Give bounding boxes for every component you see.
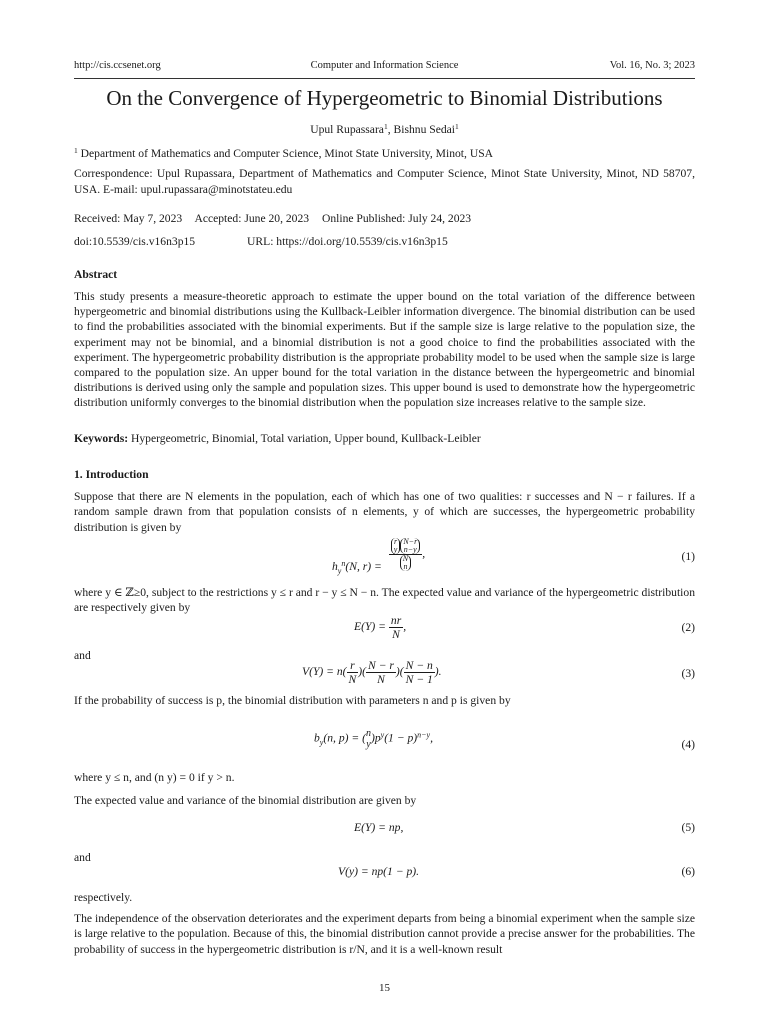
paragraph: If the probability of success is p, the binomial distribution with parameters n and p is given by	[74, 694, 511, 707]
publication-dates	[74, 212, 695, 225]
paper-title: On the Convergence of Hypergeometric to Binomial Distributions	[106, 86, 663, 110]
equation-number: (2)	[681, 621, 695, 634]
affiliation-text: Department of Mathematics and Computer Science, Minot State University, Minot, USA	[80, 147, 494, 160]
running-header	[74, 60, 695, 76]
published-date: Online Published: July 24, 2023	[321, 212, 472, 225]
author-name: Bishnu Sedai	[393, 123, 456, 136]
doi[interactable]: doi:10.5539/cis.v16n3p15	[74, 235, 196, 248]
affiliation-marker: 1	[74, 146, 78, 155]
received-date: Received: May 7, 2023	[74, 212, 183, 225]
author-line: Upul Rupassara$^1$, Bishnu Sedai$^1$	[310, 122, 459, 136]
journal-url[interactable]: http://cis.ccsenet.org	[74, 60, 161, 71]
doi-url[interactable]: URL: https://doi.org/10.5539/cis.v16n3p15	[247, 235, 448, 248]
equation-6: V(y) = np(1 − p). (6)	[338, 865, 695, 878]
keywords	[74, 432, 695, 445]
accepted-date: Accepted: June 20, 2023	[194, 212, 310, 225]
volume-info: Vol. 16, No. 3; 2023	[609, 60, 695, 71]
equation-5: E(Y) = np, (5)	[354, 821, 695, 834]
affiliation-marker: 1	[455, 122, 459, 131]
correspondence: Correspondence: Upul Rupassara, Department of Mathematics and Computer Science, Minot State University, Minot, ND 58707, USA. E-mail: upul.rupassara@minotstateu.edu	[74, 167, 695, 196]
author-name: Upul Rupassara	[310, 123, 384, 136]
page-number: 15	[379, 982, 390, 994]
equation-3: V(Y) = n( $\frac{r}{N}$ )( $\frac{N - r}{N}$ )( $\frac{N - n}{N - 1}$ ). (3)	[302, 659, 695, 686]
abstract-heading: Abstract	[74, 268, 118, 281]
keywords-label: Keywords:	[74, 432, 129, 445]
section-heading: 1. Introduction	[74, 468, 149, 481]
paragraph: and	[74, 851, 91, 864]
paragraph: The independence of the observation deteriorates and the experiment departs from being a binomial experiment when the sample size is large relative to the population. Because of this, the binomial distribution cannot provide a precise answer for the probabilities. The probability of success in the hypergeometric distribution is r/N, and it is a well-known result	[74, 912, 695, 956]
doi-line	[74, 235, 695, 248]
equation-number: (4)	[681, 738, 695, 751]
equation-4: $b_y(n$, p) = ( n y )$p^y(1 - p)^{n-y}$, (4)	[314, 728, 695, 751]
affiliation-marker: 1	[383, 122, 388, 131]
paragraph: Suppose that there are N elements in the population, each of which has one of two qualities: r successes and N − r failures. If a random sample drawn from that population consists of n elements, y of which are successes, the hypergeometric probability distribution is given by	[74, 490, 695, 534]
equation-1: $h_y^n(N$, r) = r yN−r n−y N n , (1)	[332, 537, 695, 576]
affiliation	[74, 147, 695, 160]
abstract-text: This study presents a measure-theoretic approach to estimate the upper bound on the total variation of the difference between hypergeometric and binomial distributions using the Kullback-Leibler information divergence. The binomial distribution can be used to find the probabilities associated with the binomial experiments. But if the sample size is large relative to the population size, the experiment may not be binomial, and a binomial distribution is not a good choice to find the probabilities associated with the experiment. The hypergeometric probability distribution is the appropriate probability model to be used when the sample size is large compared to the population size. An upper bound for the total variation in the distance between the hypergeometric and binomial distributions is derived using only the sample and population sizes. This upper bound is used to demonstrate how the hypergeometric distribution uniformly converges to the binomial distribution when the population size increases relative to the sample size.	[74, 290, 695, 410]
paragraph: and	[74, 649, 91, 662]
paragraph: The expected value and variance of the binomial distribution are given by	[74, 794, 417, 807]
paragraph: where y ≤ n, and (n y) = 0 if y > n.	[74, 771, 235, 784]
equation-number: (6)	[681, 865, 695, 878]
header-rule	[74, 78, 695, 79]
equation-2: E(Y) = $\frac{nr}{N}$ , (2)	[354, 614, 695, 641]
paragraph: respectively.	[74, 891, 133, 904]
journal-name: Computer and Information Science	[310, 60, 459, 71]
keywords-text: Hypergeometric, Binomial, Total variation, Upper bound, Kullback-Leibler	[131, 432, 481, 445]
paragraph: where y ∈ ℤ≥0, subject to the restrictions y ≤ r and r − y ≤ N − n. The expected value and variance of the hypergeometric distribution are respectively given by	[74, 586, 695, 615]
equation-number: (3)	[681, 667, 695, 680]
equation-number: (1)	[681, 550, 695, 563]
equation-number: (5)	[681, 821, 695, 834]
